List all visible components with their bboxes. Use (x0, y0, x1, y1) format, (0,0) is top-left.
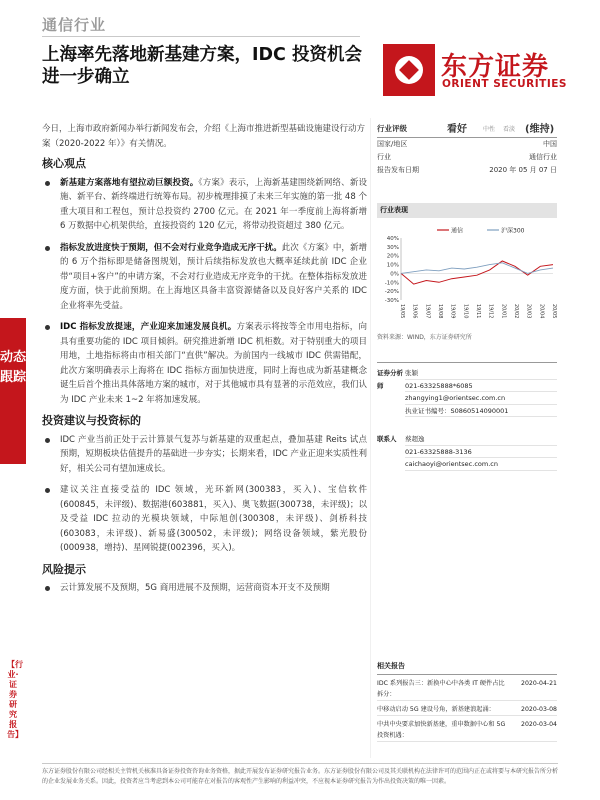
investment-advice-heading: 投资建议与投资标的 (42, 414, 141, 427)
report-type-label: 动态跟踪 (0, 350, 27, 385)
x-tick-label: 20/01 (500, 304, 507, 319)
risk-list (42, 581, 367, 596)
x-tick-label: 20/03 (525, 304, 532, 319)
core-views-heading: 核心观点 (42, 157, 86, 170)
analyst-email[interactable]: zhangying1@orientsec.com.cn (377, 392, 557, 405)
related-report-link[interactable]: IDC 系列报告三：新换中心中各类 IT 硬件占比拆分： 2020-04-21 (377, 678, 557, 701)
y-tick-label: -30% (384, 298, 399, 304)
industry-rating (377, 118, 557, 138)
list-item: 新基建方案落地有望拉动巨额投资。《方案》表示，上海新基建围绕新网络、新设施、新平台、新终端进行统筹布局。初步梳理排摸了未来三年实施的第一批 48 个重大项目和工程包，预计总投资约 2700 亿元。在 2021 年一季度前上海将新增 6 万数据中心机架供给，直接投资约 120 亿元，将带动投资超过 380 亿元。 (42, 176, 367, 234)
chart-source: 资料来源：WIND，东方证券研究所 (377, 334, 472, 341)
info-row: 报告发布日期 2020 年 05 月 07 日 (377, 166, 557, 174)
analyst-block (377, 362, 557, 417)
logo-mark-icon (383, 44, 435, 96)
y-tick-label: 30% (386, 244, 399, 251)
list-item: IDC 指标发放提速，产业迎来加速发展良机。方案表示将按等全市用电指标，向具有重要功能的 IDC 项目倾斜。研究推进新增 IDC 机柜数。对于特别重大的项目用地，土地指标将由市相关部门“直供”解决。为前国内一线城市 IDC 供需错配，此次方案明确表示上海将在 IDC 指标方面加快进度，同时上海也成为新基建概念诞生后首个推出具体落地方案的城市，对于其他城市具有显著的示范效应，我们认为 IDC 产业未来 1~2 年将加速发展。 (42, 320, 367, 407)
contact-row: 021-63325888-3136 (377, 446, 557, 459)
x-tick-label: 20/04 (538, 304, 545, 319)
y-tick-label: 40% (386, 236, 399, 242)
report-title: 上海率先落地新基建方案，IDC 投资机会进一步确立 (42, 45, 362, 87)
y-tick-label: 10% (386, 262, 399, 269)
risk-heading: 风险提示 (42, 562, 86, 576)
x-tick-label: 20/05 (551, 304, 557, 319)
x-tick-label: 19/10 (462, 304, 469, 319)
rating-maintain: (维持) (525, 124, 555, 135)
y-tick-label: 20% (386, 253, 399, 260)
contact-row: 联系人 蔡超逸 (377, 433, 557, 446)
report-type-band (0, 318, 26, 464)
series-line (401, 263, 553, 274)
column-divider (370, 118, 371, 758)
analyst-row: 021-63325888*6085 (377, 380, 557, 393)
list-item: 指标发放进度快于预期，但不会对行业竞争造成无序干扰。此次《方案》中，新增的 6 万个指标即是储备图规划，预计后续指标发放也大概率延续此前 IDC 企业带“项目+客户”的申请方案，不会对行业造成无序竞争的干扰。在整体指标发放进度方面，快于此前预期。在上海地区具备丰富资源储备以及良好客户关系的 IDC 企业将率先受益。 (42, 241, 367, 314)
industry-label: 通信行业 (42, 16, 107, 34)
y-tick-label: -10% (384, 280, 399, 287)
y-tick-label: -20% (384, 289, 399, 296)
contact-block (377, 433, 557, 471)
contact-email[interactable]: caichaoyi@orientsec.com.cn (377, 458, 557, 471)
intro-paragraph: 今日，上海市政府新闻办举行新闻发布会，介绍《上海市推进新型基础设施建设行动方案（2020-2022 年）》有关情况。 (42, 124, 366, 149)
list-item: IDC 产业当前正处于云计算景气复苏与新基建的双重起点，叠加基建 Reits 试点预期，短期板块估值提升的基础进一步夯实；长期来看，IDC 产业正迎来实质性利好，相关公司有望加速成长。 (42, 433, 367, 477)
related-report-link[interactable]: 中移动启动 5G 建设号角，新基建浪起涌： 2020-03-08 (377, 704, 557, 716)
x-tick-label: 19/08 (437, 304, 443, 319)
rating-value: 看好 (447, 124, 467, 135)
x-tick-label: 19/07 (424, 304, 431, 319)
list-item: 建议关注直接受益的 IDC 领域，光环新网(300383，买入)、宝信软件(600845，未评级)、数据港(603881，买入)、奥飞数据(300738，未评级)；以及受益 IDC 拉动的光模块领域，中际旭创(300308，未评级)、剑桥科技(603083，未评级)、新易盛(300502，未评级)；网络设备领域，紫光股份(000938，增持)、星网锐捷(002396，买入)。 (42, 483, 367, 556)
info-row: 国家/地区 中国 (377, 140, 557, 148)
x-tick-label: 19/06 (411, 304, 418, 319)
x-tick-label: 19/05 (399, 304, 405, 319)
logo-name-cn: 东方证券 (441, 52, 550, 82)
list-item: 云计算发展不及预期，5G 商用进展不及预期，运营商资本开支不及预期 (42, 581, 367, 596)
chart-heading: 行业表现 (377, 203, 557, 218)
y-tick-label: 0% (390, 271, 399, 278)
company-logo (383, 44, 583, 102)
core-views-list (42, 176, 367, 408)
rating-option-neutral: 中性 (483, 126, 496, 133)
rating-panel (377, 118, 557, 177)
related-reports (377, 661, 557, 745)
analyst-row: 执业证书编号：S0860514090001 (377, 405, 557, 418)
report-category-vertical: 【行业·证券研究报告】 (7, 660, 23, 739)
legend-label: 沪深300 (501, 227, 525, 235)
info-row: 行业 通信行业 (377, 153, 557, 161)
x-tick-label: 19/11 (475, 304, 481, 319)
analyst-row: 证券分析师 张颖 (377, 367, 557, 380)
x-tick-label: 19/12 (487, 304, 494, 319)
main-content (42, 122, 367, 603)
x-tick-label: 20/02 (513, 304, 519, 319)
rating-label: 行业评级 (377, 124, 407, 133)
industry-performance-chart (377, 224, 557, 329)
legend-label: 通信 (451, 227, 464, 235)
related-report-link[interactable]: 中共中央要求加快新基建，重申数据中心和 5G 投资机遇： 2020-03-04 (377, 719, 557, 742)
logo-name-en: ORIENT SECURITIES (442, 78, 567, 90)
disclaimer: 东方证券股份有限公司经相关主管机关核准具备证券投资咨询业务资格，据此开展发布证券研究报告业务。东方证券股份有限公司及其关联机构在法律许可的范围内正在或将要与本研究报告所分析的企业发展业务关系。因此，投资者应当考虑到本公司可能存在对报告的客观性产生影响的利益冲突，不应视本证券研究报告为作出投资决策的唯一因素。 (42, 763, 558, 787)
rating-option-negative: 看淡 (503, 126, 516, 133)
related-reports-heading: 相关报告 (377, 661, 557, 675)
x-tick-label: 19/09 (449, 304, 456, 319)
header-divider (42, 36, 360, 37)
investment-advice-list (42, 433, 367, 556)
